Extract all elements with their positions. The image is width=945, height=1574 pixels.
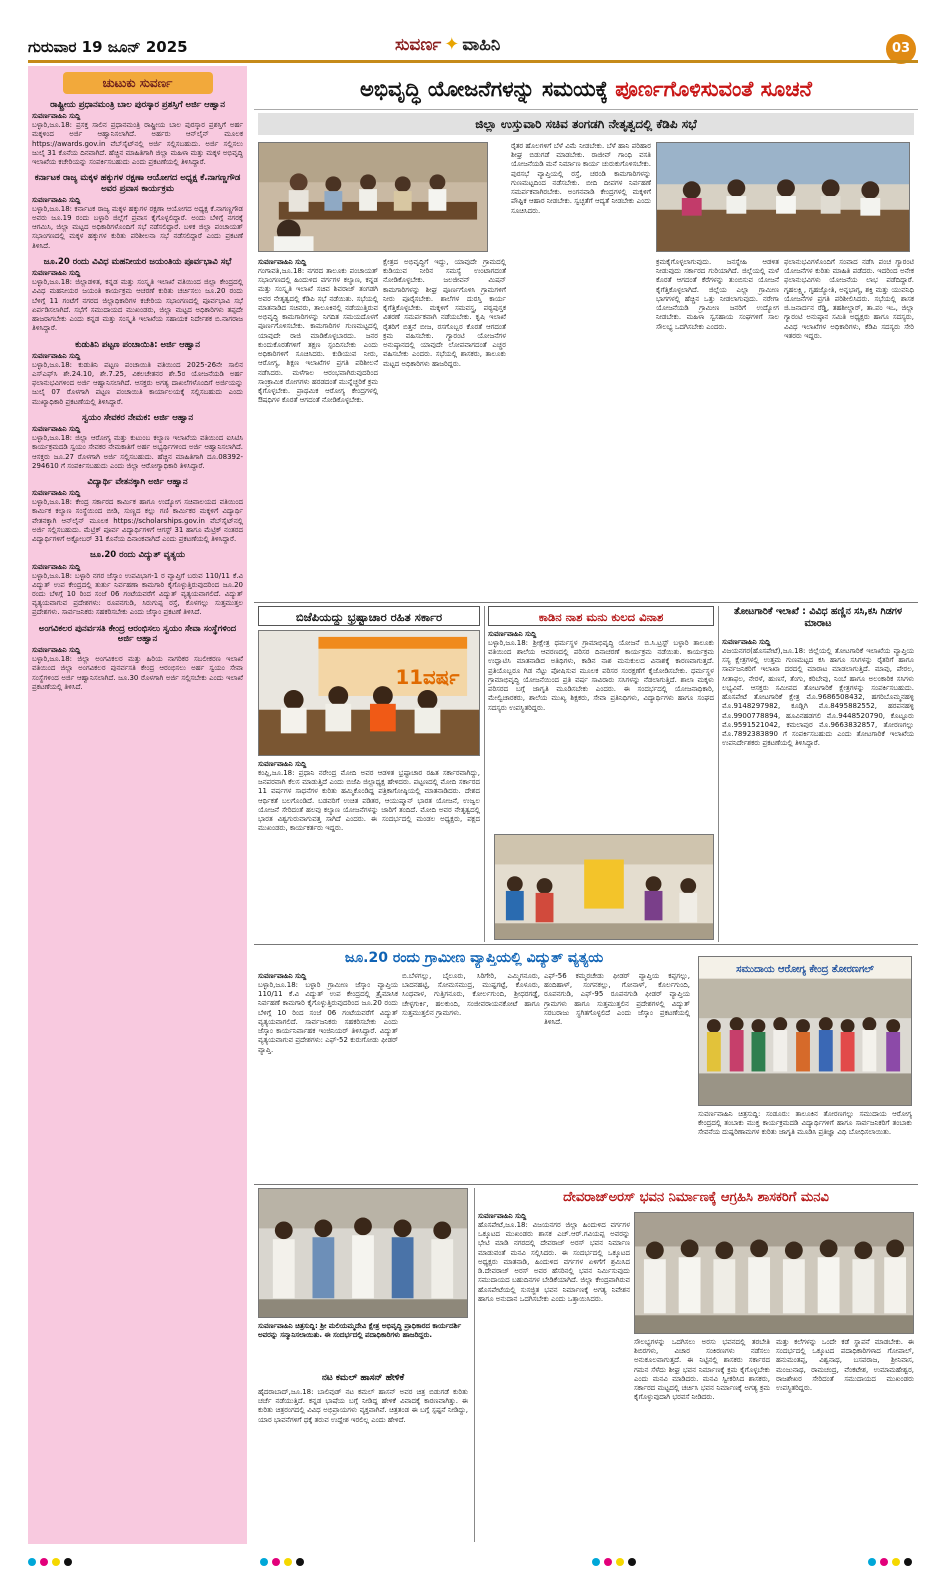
brief-item [32, 340, 243, 407]
print-registration-marks-right [868, 1558, 912, 1566]
power-outage-text-col3: ಎಫ್-56 ಕಮ್ಮರಚೇಡು ಫೀಡರ್ ವ್ಯಾಪ್ತಿಯ ಕಪ್ಪಗಲ್ಲು, ಹಂದಿಹಾಳ್, ಸಂಗನಕಲ್ಲು, ಗೋನಾಳ್, ಕೊರ್ಲಗುಂದಿ, ರೂಪನಗುಡಿ, ಎಫ್-95 ರೂಪನಗುಡಿ ಫೀಡರ್ ವ್ಯಾಪ್ತಿಯ ಗ್ರಾಮಗಳು ಹಾಗೂ ಸುತ್ತಮುತ್ತಲಿನ ಪ್ರದೇಶಗಳಲ್ಲಿ ವಿದ್ಯುತ್ ಸರಬರಾಜು ಸ್ಥಗಿತಗೊಳ್ಳಲಿದೆ ಎಂದು ಜೆಸ್ಕಾಂ ಪ್ರಕಟಣೆಯಲ್ಲಿ ತಿಳಿಸಿದೆ. [544, 972, 690, 1027]
power-outage-text-col2: ಬಿ.ಬೆಳಗಲ್ಲು, ಬೈಲೂರು, ಸಿರಿಗೇರಿ, ಎಮ್ಮಿಗನೂರು, ಬಾದನಹಟ್ಟಿ, ಸೋಮಸಮುದ್ರ, ಮುಷ್ಟಗಟ್ಟೆ, ಕೊಳೂರು, ಸಿಂಧವಾಳ, ಗುತ್ತಿಗನೂರು, ಕೋರ್ಲಗುಂದಿ, ಶ್ರೀಧರಗಡ್ಡೆ, ಚೇಳ್ಳಗುರ್ಕಿ, ಹಲಕುಂದಿ, ಸಂಜೀವರಾಯನಕೋಟೆ ಹಾಗೂ ಸುತ್ತಮುತ್ತಲಿನ ಗ್ರಾಮಗಳು. [402, 972, 540, 1017]
power-outage-title: ಜೂ.20 ರಂದು ಗ್ರಾಮೀಣ ವ್ಯಾಪ್ತಿಯಲ್ಲಿ ವಿದ್ಯುತ್ ವ್ಯತ್ಯಯ [344, 950, 604, 966]
brief-body: ಬಳ್ಳಾರಿ,ಜೂ.18: ಪ್ರಸಕ್ತ ಸಾಲಿನ ಪ್ರಧಾನಮಂತ್ರಿ ರಾಷ್ಟ್ರೀಯ ಬಾಲ ಪುರಸ್ಕಾರ ಪ್ರಶಸ್ತಿಗೆ ಅರ್ಹ ಮಕ್ಕಳಿಂದ ಅರ್ಜಿ ಆಹ್ವಾನಿಸಲಾಗಿದೆ. ಅರ್ಹರು ಆನ್‌ಲೈನ್ ಮೂಲಕ https://awards.gov.in ವೆಬ್‌ಸೈಟ್‌ನಲ್ಲಿ ಅರ್ಜಿ ಸಲ್ಲಿಸಬಹುದು. ಅರ್ಜಿ ಸಲ್ಲಿಸಲು ಜುಲೈ 31 ಕೊನೆಯ ದಿನವಾಗಿದೆ. ಹೆಚ್ಚಿನ ಮಾಹಿತಿಗಾಗಿ ಜಿಲ್ಲಾ ಮಹಿಳಾ ಮತ್ತು ಮಕ್ಕಳ ಅಭಿವೃದ್ಧಿ ಇಲಾಖೆಯ ಕಚೇರಿಯನ್ನು ಸಂಪರ್ಕಿಸಬಹುದು ಎಂದು ಪ್ರಕಟಣೆಯಲ್ಲಿ ತಿಳಿಸಿದ್ದಾರೆ. [32, 121, 243, 167]
brief-item [32, 257, 243, 334]
brief-title: ಸ್ವಯಂ ಸೇವಕರ ನೇಮಕ: ಅರ್ಜಿ ಆಹ್ವಾನ [81, 412, 194, 423]
film-story-text: ಹೈದರಾಬಾದ್,ಜೂ.18: ಬಾಲಿವುಡ್ ನಟ ಕಮಲ್ ಹಾಸನ್ ಅವರ ಚಿತ್ರ ಬಿಡುಗಡೆ ಕುರಿತು ಚರ್ಚೆ ನಡೆಯುತ್ತಿದೆ. ಕನ್ನಡ ಭಾಷೆಯ ಬಗ್ಗೆ ನೀಡಿದ್ದ ಹೇಳಿಕೆ ವಿವಾದಕ್ಕೆ ಕಾರಣವಾಗಿತ್ತು. ಈ ಕುರಿತು ಚಿತ್ರರಂಗದಲ್ಲಿ ವಿವಿಧ ಅಭಿಪ್ರಾಯಗಳು ವ್ಯಕ್ತವಾಗಿವೆ. ಚಿತ್ರತಂಡ ಈ ಬಗ್ಗೆ ಸ್ಪಷ್ಟನೆ ನೀಡಿದ್ದು, ಯಾರ ಭಾವನೆಗಳಿಗೆ ಧಕ್ಕೆ ತರುವ ಉದ್ದೇಶ ಇರಲಿಲ್ಲ ಎಂದು ಹೇಳಿದೆ. [258, 1388, 468, 1424]
power-outage-byline: ಸುವರ್ಣವಾಹಿನಿ ಸುದ್ದಿ [258, 972, 307, 980]
horticulture-story-title: ತೋಟಗಾರಿಕೆ ಇಲಾಖೆ : ವಿವಿಧ ಹಣ್ಣಿನ ಸಸಿ,ಕಸಿ ಗಿಡಗಳ ಮಾರಾಟ [733, 606, 903, 629]
devaraj-column-1 [478, 1212, 630, 1540]
brief-title: ವಿದ್ಯಾರ್ಥಿ ವೇತನಕ್ಕಾಗಿ ಅರ್ಜಿ ಆಹ್ವಾನ [87, 476, 188, 487]
brief-byline: ಸುವರ್ಣವಾಹಿನಿ ಸುದ್ದಿ [32, 351, 81, 360]
masthead-rule [28, 60, 918, 63]
brief-byline: ಸುವರ್ಣವಾಹಿನಿ ಸುದ್ದಿ [32, 112, 81, 121]
brief-byline: ಸುವರ್ಣವಾಹಿನಿ ಸುದ್ದಿ [32, 425, 81, 434]
lead-column-5 [784, 258, 914, 600]
forest-event-photo [494, 834, 714, 940]
print-registration-marks-mid-right [592, 1558, 636, 1566]
lead-photo-meeting [258, 142, 488, 252]
felicitation-caption: ಸುವರ್ಣವಾಹಿನಿ ಚಿತ್ರಸುದ್ದಿ: ಶ್ರೀ ಮಲಿಯಮ್ಮದೇವಿ ಕ್ಷೇತ್ರ ಅಭಿವೃದ್ಧಿ ಪ್ರಾಧಿಕಾರದ ಕಾರ್ಯದರ್ಶಿ ಅವರನ್ನು ಸನ್ಮಾನಿಸಲಾಯಿತು. ಈ ಸಂದರ್ಭದಲ್ಲಿ ಪದಾಧಿಕಾರಿಗಳು ಹಾಜರಿದ್ದರು. [258, 1322, 462, 1340]
devaraj-text-mid: ಸೌಲಭ್ಯಗಳನ್ನು ಒದಗಿಸಲು ಅರಸು ಭವನದಲ್ಲಿ ತರಬೇತಿ ಶಿಬಿರಗಳು, ವಿಚಾರ ಸಂಕಿರಣಗಳು ನಡೆಸಲು ಅನುಕೂಲವಾಗುತ್ತದೆ. ಈ ನಿಟ್ಟಿನಲ್ಲಿ ಶಾಸಕರು ಸರ್ಕಾರದ ಗಮನ ಸೆಳೆದು ಶೀಘ್ರ ಭವನ ನಿರ್ಮಾಣಕ್ಕೆ ಕ್ರಮ ಕೈಗೊಳ್ಳಬೇಕು ಎಂದು ಮನವಿ ಮಾಡಿದರು. ಮನವಿ ಸ್ವೀಕರಿಸಿದ ಶಾಸಕರು, ಸರ್ಕಾರದ ಮಟ್ಟದಲ್ಲಿ ಚರ್ಚಿಸಿ ಭವನ ನಿರ್ಮಾಣಕ್ಕೆ ಅಗತ್ಯ ಕ್ರಮ ಕೈಗೊಳ್ಳುವುದಾಗಿ ಭರವಸೆ ನೀಡಿದರು. [634, 1338, 770, 1402]
cyan-dot [260, 1558, 268, 1566]
cyan-dot [28, 1558, 36, 1566]
bjp-story-title: ಬಿಜೆಪಿಯದ್ದು ಭ್ರಷ್ಟಾಚಾರ ರಹಿತ ಸರ್ಕಾರ [258, 606, 480, 626]
horticulture-byline: ಸುವರ್ಣವಾಹಿನಿ ಸುದ್ದಿ [722, 638, 771, 646]
black-dot [64, 1558, 72, 1566]
lead-column-2 [383, 258, 506, 600]
magenta-dot [604, 1558, 612, 1566]
lead-text-col2: ಕ್ಷೇತ್ರದ ಅಭಿವೃದ್ಧಿಗೆ ಇದ್ದು, ಯಾವುದೇ ಗ್ರಾಮದಲ್ಲಿ ಕುಡಿಯುವ ನೀರಿನ ಸಮಸ್ಯೆ ಉಂಟಾಗದಂತೆ ನೋಡಿಕೊಳ್ಳಬೇಕು. ಜಲಜೀವನ್ ಮಿಷನ್ ಕಾಮಗಾರಿಗಳನ್ನು ಶೀಘ್ರ ಪೂರ್ಣಗೊಳಿಸಿ ಗ್ರಾಮಗಳಿಗೆ ನೀರು ಪೂರೈಸಬೇಕು. ಶಾಲೆಗಳ ದುರಸ್ತಿ ಕಾರ್ಯ ಕೈಗೆತ್ತಿಕೊಳ್ಳಬೇಕು. ಮಕ್ಕಳಿಗೆ ಸಮವಸ್ತ್ರ, ಪಠ್ಯಪುಸ್ತಕ ವಿತರಣೆ ಸಮರ್ಪಕವಾಗಿ ನಡೆಯಬೇಕು. ಕೃಷಿ ಇಲಾಖೆ ರೈತರಿಗೆ ಬಿತ್ತನೆ ಬೀಜ, ರಸಗೊಬ್ಬರ ಕೊರತೆ ಆಗದಂತೆ ಕ್ರಮ ವಹಿಸಬೇಕು. ಗ್ಯಾರಂಟಿ ಯೋಜನೆಗಳ ಅನುಷ್ಠಾನದಲ್ಲಿ ಯಾವುದೇ ಲೋಪವಾಗದಂತೆ ಎಚ್ಚರ ವಹಿಸಬೇಕು ಎಂದರು. ಸಭೆಯಲ್ಲಿ ಶಾಸಕರು, ತಾಲೂಕು ಮಟ್ಟದ ಅಧಿಕಾರಿಗಳು ಹಾಜರಿದ್ದರು. [383, 258, 506, 368]
devaraj-column-3 [776, 1338, 914, 1540]
lead-subhead: ಜಿಲ್ಲಾ ಉಸ್ತುವಾರಿ ಸಚಿವ ತಂಗಡಗಿ ನೇತೃತ್ವದಲ್ಲಿ ಕೆಡಿಪಿ ಸಭೆ [258, 113, 914, 135]
film-story-title: ನಟ ಕಮಲ್ ಹಾಸನ್ ಹೇಳಿಕೆ [321, 1373, 405, 1383]
devaraj-column-2 [634, 1338, 770, 1540]
yellow-dot [892, 1558, 900, 1566]
power-outage-column-1 [258, 972, 398, 1180]
logo-star-icon: ✦ [444, 34, 460, 55]
brief-item [32, 100, 243, 167]
logo-text-part2: ವಾಹಿನಿ [462, 34, 501, 55]
section-divider [254, 602, 918, 603]
briefs-sidebar [28, 66, 247, 1544]
print-registration-marks-left [28, 1558, 72, 1566]
power-outage-column-3 [544, 972, 690, 1180]
felicitation-photo [258, 1188, 468, 1318]
black-dot [296, 1558, 304, 1566]
brief-item [32, 413, 243, 471]
felicitation-caption-box [258, 1322, 468, 1366]
bjp-text: ಕಂಪ್ಲಿ,ಜೂ.18: ಪ್ರಧಾನಿ ನರೇಂದ್ರ ಮೋದಿ ಅವರ ಆಡಳಿತ ಭ್ರಷ್ಟಾಚಾರ ರಹಿತ ಸರ್ಕಾರವಾಗಿದ್ದು, ಜನಪರವಾಗಿ ಕೆಲಸ ಮಾಡುತ್ತಿದೆ ಎಂದು ಬಿಜೆಪಿ ಜಿಲ್ಲಾಧ್ಯಕ್ಷ ಹೇಳಿದರು. ಪಟ್ಟಣದಲ್ಲಿ ಮೋದಿ ಸರ್ಕಾರದ 11 ವರ್ಷಗಳ ಸಾಧನೆಗಳ ಕುರಿತು ಹಮ್ಮಿಕೊಂಡಿದ್ದ ಪತ್ರಿಕಾಗೋಷ್ಠಿಯಲ್ಲಿ ಮಾತನಾಡಿದರು. ದೇಶದ ಆರ್ಥಿಕತೆ ಬಲಗೊಂಡಿದೆ. ಬಡವರಿಗೆ ಉಚಿತ ಪಡಿತರ, ಆಯುಷ್ಮಾನ್ ಭಾರತ ಯೋಜನೆ, ಉಜ್ವಲ ಯೋಜನೆ ಸೇರಿದಂತೆ ಹಲವು ಕಲ್ಯಾಣ ಯೋಜನೆಗಳನ್ನು ಜಾರಿಗೆ ತಂದಿದೆ. ಮೋದಿ ಅವರ ನೇತೃತ್ವದಲ್ಲಿ ಭಾರತ ವಿಶ್ವಗುರುವಾಗುವತ್ತ ಸಾಗಿದೆ ಎಂದರು. ಈ ಸಂದರ್ಭದಲ್ಲಿ ಮಂಡಲ ಅಧ್ಯಕ್ಷರು, ಪಕ್ಷದ ಮುಖಂಡರು, ಕಾರ್ಯಕರ್ತರು ಇದ್ದರು. [258, 769, 480, 833]
horticulture-story-body [722, 638, 914, 940]
bjp-press-photo [258, 630, 480, 756]
brief-title: ಜೂ.20 ರಂದು ವಿವಿಧ ಮಹನೀಯರ ಜಯಂತಿಯ ಪೂರ್ವಭಾವಿ ಸಭೆ [43, 256, 232, 267]
lead-text-col3: ರೈತರ ಹೊಲಗಳಿಗೆ ಬೆಳೆ ವಿಮೆ ನೀಡಬೇಕು. ಬೆಳೆ ಹಾನಿ ಪರಿಹಾರ ಶೀಘ್ರ ಬಿಡುಗಡೆ ಮಾಡಬೇಕು. ರಾಜೀವ್ ಗಾಂಧಿ ವಸತಿ ಯೋಜನೆಯಡಿ ಮನೆ ನಿರ್ಮಾಣ ಕಾರ್ಯ ಚುರುಕುಗೊಳಿಸಬೇಕು. ಪುರಸಭೆ ವ್ಯಾಪ್ತಿಯಲ್ಲಿ ರಸ್ತೆ, ಚರಂಡಿ ಕಾಮಗಾರಿಗಳನ್ನು ಗುಣಮಟ್ಟದಿಂದ ನಡೆಸಬೇಕು. ಬೀದಿ ದೀಪಗಳ ನಿರ್ವಹಣೆ ಸಮರ್ಪಕವಾಗಿರಬೇಕು. ಅಂಗನವಾಡಿ ಕೇಂದ್ರಗಳಲ್ಲಿ ಮಕ್ಕಳಿಗೆ ಪೌಷ್ಟಿಕ ಆಹಾರ ನೀಡಬೇಕು. ಸ್ವಚ್ಛತೆಗೆ ಆದ್ಯತೆ ನೀಡಬೇಕು ಎಂದು ಸೂಚಿಸಿದರು. [511, 142, 651, 215]
section-divider [254, 1184, 918, 1185]
yellow-dot [616, 1558, 624, 1566]
brief-title: ಜೂ.20 ರಂದು ವಿದ್ಯುತ್ ವ್ಯತ್ಯಯ [89, 550, 186, 561]
health-centre-photo [698, 956, 912, 1106]
forest-story-title: ಕಾಡಿನ ನಾಶ ಮನು ಕುಲದ ವಿನಾಶ [488, 606, 714, 626]
lead-byline: ಸುವರ್ಣವಾಹಿನಿ ಸುದ್ದಿ [258, 258, 307, 266]
devaraj-text-left: ಹೊಸಪೇಟೆ,ಜೂ.18: ವಿಜಯನಗರ ಜಿಲ್ಲಾ ಹಿಂದುಳಿದ ವರ್ಗಗಳ ಒಕ್ಕೂಟದ ಮುಖಂಡರು ಶಾಸಕ ಎಚ್.ಆರ್.ಗವಿಯಪ್ಪ ಅವರನ್ನು ಭೇಟಿ ಮಾಡಿ ನಗರದಲ್ಲಿ ದೇವರಾಜ್ ಅರಸ್ ಭವನ ನಿರ್ಮಾಣ ಮಾಡುವಂತೆ ಮನವಿ ಸಲ್ಲಿಸಿದರು. ಈ ಸಂದರ್ಭದಲ್ಲಿ ಒಕ್ಕೂಟದ ಅಧ್ಯಕ್ಷರು ಮಾತನಾಡಿ, ಹಿಂದುಳಿದ ವರ್ಗಗಳ ಏಳಿಗೆಗೆ ಶ್ರಮಿಸಿದ ಡಿ.ದೇವರಾಜ್ ಅರಸ್ ಅವರ ಹೆಸರಿನಲ್ಲಿ ಭವನ ನಿರ್ಮಿಸುವುದು ಸಮುದಾಯದ ಬಹುದಿನಗಳ ಬೇಡಿಕೆಯಾಗಿದೆ. ಜಿಲ್ಲಾ ಕೇಂದ್ರವಾಗಿರುವ ಹೊಸಪೇಟೆಯಲ್ಲಿ ಸುಸಜ್ಜಿತ ಭವನ ನಿರ್ಮಾಣಕ್ಕೆ ಅಗತ್ಯ ನಿವೇಶನ ಹಾಗೂ ಅನುದಾನ ಒದಗಿಸಬೇಕು ಎಂದು ಒತ್ತಾಯಿಸಿದರು. [478, 1221, 630, 1303]
forest-text: ಬಳ್ಳಾರಿ,ಜೂ.18: ಶ್ರೀಕ್ಷೇತ್ರ ಧರ್ಮಸ್ಥಳ ಗ್ರಾಮಾಭಿವೃದ್ಧಿ ಯೋಜನೆ ಬಿ.ಸಿ.ಟ್ರಸ್ಟ್ ಬಳ್ಳಾರಿ ತಾಲೂಕು ವತಿಯಿಂದ ಶಾಲೆಯ ಆವರಣದಲ್ಲಿ ಪರಿಸರ ದಿನಾಚರಣೆ ಕಾರ್ಯಕ್ರಮ ನಡೆಯಿತು. ಕಾರ್ಯಕ್ರಮ ಉದ್ಘಾಟಿಸಿ ಮಾತನಾಡಿದ ಅತಿಥಿಗಳು, ಕಾಡಿನ ನಾಶ ಮನುಕುಲದ ವಿನಾಶಕ್ಕೆ ಕಾರಣವಾಗುತ್ತದೆ. ಪ್ರತಿಯೊಬ್ಬರೂ ಗಿಡ ನೆಟ್ಟು ಪೋಷಿಸುವ ಮೂಲಕ ಪರಿಸರ ಸಂರಕ್ಷಣೆಗೆ ಕೈಜೋಡಿಸಬೇಕು. ಧರ್ಮಸ್ಥಳ ಗ್ರಾಮಾಭಿವೃದ್ಧಿ ಯೋಜನೆಯಿಂದ ಪ್ರತಿ ವರ್ಷ ಸಾವಿರಾರು ಸಸಿಗಳನ್ನು ನೆಡಲಾಗುತ್ತಿದೆ. ಶಾಲಾ ಮಕ್ಕಳು ಪರಿಸರದ ಬಗ್ಗೆ ಜಾಗೃತಿ ಮೂಡಿಸಬೇಕು ಎಂದರು. ಈ ಸಂದರ್ಭದಲ್ಲಿ ಯೋಜನಾಧಿಕಾರಿ, ಮೇಲ್ವಿಚಾರಕರು, ಶಾಲೆಯ ಮುಖ್ಯ ಶಿಕ್ಷಕರು, ಸೇವಾ ಪ್ರತಿನಿಧಿಗಳು, ವಿದ್ಯಾರ್ಥಿಗಳು ಹಾಗೂ ಸಂಘದ ಸದಸ್ಯರು ಉಪಸ್ಥಿತರಿದ್ದರು. [488, 639, 714, 712]
bjp-byline: ಸುವರ್ಣವಾಹಿನಿ ಸುದ್ದಿ [258, 760, 307, 768]
brief-body: ಬಳ್ಳಾರಿ,ಜೂ.18: ಜಿಲ್ಲಾಡಳಿತ, ಕನ್ನಡ ಮತ್ತು ಸಂಸ್ಕೃತಿ ಇಲಾಖೆ ವತಿಯಿಂದ ಜಿಲ್ಲಾ ಕೇಂದ್ರದಲ್ಲಿ ವಿವಿಧ ಮಹನೀಯರ ಜಯಂತಿ ಕಾರ್ಯಕ್ರಮ ಆಚರಣೆ ಕುರಿತು ಚರ್ಚಿಸಲು ಜೂ.20 ರಂದು ಬೆಳಿಗ್ಗೆ 11 ಗಂಟೆಗೆ ನಗರದ ಜಿಲ್ಲಾಧಿಕಾರಿಗಳ ಕಚೇರಿಯ ಸಭಾಂಗಣದಲ್ಲಿ ಪೂರ್ವಭಾವಿ ಸಭೆ ಏರ್ಪಡಿಸಲಾಗಿದೆ. ಸಭೆಗೆ ಸಮುದಾಯದ ಮುಖಂಡರು, ಜಿಲ್ಲಾ ಮಟ್ಟದ ಅಧಿಕಾರಿಗಳು ತಪ್ಪದೇ ಹಾಜರಾಗಬೇಕು ಎಂದು ಕನ್ನಡ ಮತ್ತು ಸಂಸ್ಕೃತಿ ಇಲಾಖೆಯ ಸಹಾಯಕ ನಿರ್ದೇಶಕ ಬಿ.ನಾಗರಾಜ ತಿಳಿಸಿದ್ದಾರೆ. [32, 278, 243, 333]
devaraj-story-title: ದೇವರಾಜ್‌ಅರಸ್ ಭವನ ನಿರ್ಮಾಣಕ್ಕೆ ಆಗ್ರಹಿಸಿ ಶಾಸಕರಿಗೆ ಮನವಿ [563, 1190, 829, 1205]
print-registration-marks-mid-left [260, 1558, 304, 1566]
column-rule [718, 606, 719, 942]
film-story-body [258, 1388, 468, 1540]
cyan-dot [592, 1558, 600, 1566]
lead-text-col5: ಫಲಾನುಭವಿಗಳೊಂದಿಗೆ ಸಂವಾದ ನಡೆಸಿ ಪಂಚ ಗ್ಯಾರಂಟಿ ಯೋಜನೆಗಳ ಕುರಿತು ಮಾಹಿತಿ ಪಡೆದರು. ಇದರಿಂದ ಅನೇಕ ಫಲಾನುಭವಿಗಳು ಯೋಜನೆಯ ಲಾಭ ಪಡೆದಿದ್ದಾರೆ. ಗೃಹಲಕ್ಷ್ಮಿ, ಗೃಹಜ್ಯೋತಿ, ಅನ್ನಭಾಗ್ಯ, ಶಕ್ತಿ ಮತ್ತು ಯುವನಿಧಿ ಯೋಜನೆಗಳ ಪ್ರಗತಿ ಪರಿಶೀಲಿಸಿದರು. ಸಭೆಯಲ್ಲಿ ಶಾಸಕ ಜಿ.ಜನಾರ್ದನ ರೆಡ್ಡಿ, ತಹಶೀಲ್ದಾರ್, ತಾ.ಪಂ ಇಒ, ಜಿಲ್ಲಾ ಗ್ಯಾರಂಟಿ ಅನುಷ್ಠಾನ ಸಮಿತಿ ಅಧ್ಯಕ್ಷರು ಹಾಗೂ ಸದಸ್ಯರು, ವಿವಿಧ ಇಲಾಖೆಗಳ ಅಧಿಕಾರಿಗಳು, ಕೆಡಿಪಿ ಸದಸ್ಯರು ಸೇರಿ ಇತರರು ಇದ್ದರು. [784, 258, 914, 340]
logo-text-part1: ಸುವರ್ಣ [395, 34, 442, 55]
devaraj-text-right: ಮತ್ತು ಕಲೆಗಳನ್ನು ಒಂದೇ ಕಡೆ ಸ್ಥಾಪನೆ ಮಾಡಬೇಕು. ಈ ಸಂದರ್ಭದಲ್ಲಿ ಒಕ್ಕೂಟದ ಪದಾಧಿಕಾರಿಗಳಾದ ಗೋಪಾಲ್, ಹನುಮಂತಪ್ಪ, ವಿಶ್ವನಾಥ, ಬಸವರಾಜ, ಶ್ರೀನಿವಾಸ, ಮಂಜುನಾಥ, ರಾಮಚಂದ್ರ, ವೆಂಕಟೇಶ, ಉಮಾಮಹೇಶ್ವರ, ರಾಜಶೇಖರ ಸೇರಿದಂತೆ ಸಮುದಾಯದ ಮುಖಂಡರು ಉಪಸ್ಥಿತರಿದ್ದರು. [776, 1338, 914, 1393]
health-centre-caption: ಸುವರ್ಣವಾಹಿನಿ ಚಿತ್ರಸುದ್ದಿ: ಸಂಡೂರು: ತಾಲೂಕಿನ ತೋರಣಗಲ್ಲು ಸಮುದಾಯ ಆರೋಗ್ಯ ಕೇಂದ್ರದಲ್ಲಿ ತಂಬಾಕು ಮುಕ್ತ ಕಾರ್ಯಕ್ರಮದಡಿ ವಿದ್ಯಾರ್ಥಿಗಳಿಗೆ ಹಾಗೂ ಸಾರ್ವಜನಿಕರಿಗೆ ತಂಬಾಕು ಸೇವನೆಯ ದುಷ್ಪರಿಣಾಮಗಳ ಕುರಿತು ಜಾಗೃತಿ ಮೂಡಿಸಿ ಪ್ರತಿಜ್ಞಾ ವಿಧಿ ಬೋಧಿಸಲಾಯಿತು. [698, 1110, 912, 1137]
magenta-dot [40, 1558, 48, 1566]
column-rule [474, 1188, 475, 1542]
brief-body: ಬಳ್ಳಾರಿ,ಜೂ.18: ಜಿಲ್ಲಾ ಅಂಗವಿಕಲರ ಮತ್ತು ಹಿರಿಯ ನಾಗರಿಕರ ಸಬಲೀಕರಣ ಇಲಾಖೆ ವತಿಯಿಂದ ಜಿಲ್ಲಾ ಅಂಗವಿಕಲರ ಪುನರ್ವಸತಿ ಕೇಂದ್ರ ಆರಂಭಿಸಲು ಅರ್ಹ ಸ್ವಯಂ ಸೇವಾ ಸಂಸ್ಥೆಗಳಿಂದ ಅರ್ಜಿ ಆಹ್ವಾನಿಸಲಾಗಿದೆ. ಜೂ.30 ರೊಳಗಾಗಿ ಅರ್ಜಿ ಸಲ್ಲಿಸಬೇಕು ಎಂದು ಇಲಾಖೆ ಪ್ರಕಟಣೆಯಲ್ಲಿ ತಿಳಿಸಿದೆ. [32, 655, 243, 691]
lead-text-col4: ಕ್ರಮಕೈಗೊಳ್ಳಲಾಗುವುದು. ಜನಸ್ನೇಹಿ ಆಡಳಿತ ನೀಡುವುದು ಸರ್ಕಾರದ ಗುರಿಯಾಗಿದೆ. ಜಿಲ್ಲೆಯಲ್ಲಿ ಮಳೆ ಕೊರತೆ ಆಗದಂತೆ ಕೆರೆಗಳನ್ನು ತುಂಬಿಸುವ ಯೋಜನೆ ಕೈಗೆತ್ತಿಕೊಳ್ಳಲಾಗಿದೆ. ಜಿಲ್ಲೆಯ ಎಲ್ಲಾ ಗ್ರಾಮೀಣ ಭಾಗಗಳಲ್ಲಿ ಹೆಚ್ಚಿನ ಒತ್ತು ನೀಡಲಾಗುವುದು. ನರೇಗಾ ಯೋಜನೆಯಡಿ ಗ್ರಾಮೀಣ ಜನರಿಗೆ ಉದ್ಯೋಗ ನೀಡಬೇಕು. ಮಹಿಳಾ ಸ್ವಸಹಾಯ ಸಂಘಗಳಿಗೆ ಸಾಲ ಸೌಲಭ್ಯ ಒದಗಿಸಬೇಕು ಎಂದರು. [656, 258, 779, 331]
lead-column-4 [656, 258, 779, 600]
brief-byline: ಸುವರ್ಣವಾಹಿನಿ ಸುದ್ದಿ [32, 489, 81, 498]
devaraj-byline: ಸುವರ್ಣವಾಹಿನಿ ಸುದ್ದಿ [478, 1212, 527, 1220]
brief-title: ರಾಷ್ಟ್ರೀಯ ಪ್ರಧಾನಮಂತ್ರಿ ಬಾಲ ಪುರಸ್ಕಾರ ಪ್ರಶಸ್ತಿಗೆ ಅರ್ಜಿ ಆಹ್ವಾನ [50, 100, 225, 110]
lead-headline [254, 68, 918, 110]
yellow-dot [284, 1558, 292, 1566]
black-dot [904, 1558, 912, 1566]
brief-item [32, 477, 243, 544]
lead-headline-red: ಪೂರ್ಣಗೊಳಿಸುವಂತೆ ಸೂಚನೆ [615, 77, 812, 101]
brief-body: ಬಳ್ಳಾರಿ,ಜೂ.18: ಜಿಲ್ಲಾ ಆರೋಗ್ಯ ಮತ್ತು ಕುಟುಂಬ ಕಲ್ಯಾಣ ಇಲಾಖೆಯ ವತಿಯಿಂದ ಐಸಿಟಿಸಿ ಕಾರ್ಯಕ್ರಮದಡಿ ಸ್ವಯಂ ಸೇವಕರ ನೇಮಕಾತಿಗೆ ಅರ್ಹ ಅಭ್ಯರ್ಥಿಗಳಿಂದ ಅರ್ಜಿ ಆಹ್ವಾನಿಸಲಾಗಿದೆ. ಆಸಕ್ತರು ಜೂ.27 ರೊಳಗಾಗಿ ಅರ್ಜಿ ಸಲ್ಲಿಸಬಹುದು. ಹೆಚ್ಚಿನ ಮಾಹಿತಿಗಾಗಿ ದೂ.08392-294610 ಗೆ ಸಂಪರ್ಕಿಸಬಹುದು ಎಂದು ಜಿಲ್ಲಾ ಆರೋಗ್ಯಾಧಿಕಾರಿ ತಿಳಿಸಿದ್ದಾರೆ. [32, 434, 243, 470]
brief-byline: ಸುವರ್ಣವಾಹಿನಿ ಸುದ್ದಿ [32, 562, 81, 571]
bjp-story-body [258, 760, 480, 940]
forest-story-body [488, 630, 714, 830]
power-outage-column-2 [402, 972, 540, 1180]
power-outage-text-col1: ಬಳ್ಳಾರಿ,ಜೂ.18: ಬಳ್ಳಾರಿ ಗ್ರಾಮೀಣ ಜೆಸ್ಕಾಂ ವ್ಯಾಪ್ತಿಯ 110/11 ಕೆ.ವಿ ವಿದ್ಯುತ್ ಉಪ ಕೇಂದ್ರದಲ್ಲಿ ತ್ರೈಮಾಸಿಕ ನಿರ್ವಹಣೆ ಕಾಮಗಾರಿ ಕೈಗೊಳ್ಳುತ್ತಿರುವುದರಿಂದ ಜೂ.20 ರಂದು ಬೆಳಿಗ್ಗೆ 10 ರಿಂದ ಸಂಜೆ 06 ಗಂಟೆಯವರೆಗೆ ವಿದ್ಯುತ್ ವ್ಯತ್ಯಯವಾಗಲಿದೆ. ಸಾರ್ವಜನಿಕರು ಸಹಕರಿಸಬೇಕು ಎಂದು ಜೆಸ್ಕಾಂ ಕಾರ್ಯನಿರ್ವಾಹಕ ಇಂಜಿನಿಯರ್ ತಿಳಿಸಿದ್ದಾರೆ. ವಿದ್ಯುತ್ ವ್ಯತ್ಯಯವಾಗುವ ಪ್ರದೇಶಗಳು: ಎಫ್-52 ಕುರುಗೋಡು ಫೀಡರ್ ವ್ಯಾಪ್ತಿ. [258, 981, 398, 1054]
bjp-banner-text: 11ವರ್ಷ [395, 666, 460, 690]
masthead [0, 0, 945, 62]
newspaper-logo [395, 34, 500, 55]
lead-column-3 [511, 142, 651, 600]
black-dot [628, 1558, 636, 1566]
brief-byline: ಸುವರ್ಣವಾಹಿನಿ ಸುದ್ದಿ [32, 269, 81, 278]
brief-item [32, 173, 243, 251]
magenta-dot [880, 1558, 888, 1566]
yellow-dot [52, 1558, 60, 1566]
column-rule [484, 606, 485, 942]
lead-text-col1: ಗಂಗಾವತಿ,ಜೂ.18: ನಗರದ ತಾಲೂಕು ಪಂಚಾಯತ್ ಸಭಾಂಗಣದಲ್ಲಿ ಹಿಂದುಳಿದ ವರ್ಗಗಳ ಕಲ್ಯಾಣ, ಕನ್ನಡ ಮತ್ತು ಸಂಸ್ಕೃತಿ ಇಲಾಖೆ ಸಚಿವ ಶಿವರಾಜ್ ತಂಗಡಗಿ ಅವರ ನೇತೃತ್ವದಲ್ಲಿ ಕೆಡಿಪಿ ಸಭೆ ನಡೆಯಿತು. ಸಭೆಯಲ್ಲಿ ಮಾತನಾಡಿದ ಸಚಿವರು, ತಾಲೂಕಿನಲ್ಲಿ ನಡೆಯುತ್ತಿರುವ ಅಭಿವೃದ್ಧಿ ಕಾಮಗಾರಿಗಳನ್ನು ನಿಗದಿತ ಸಮಯದೊಳಗೆ ಪೂರ್ಣಗೊಳಿಸಬೇಕು. ಕಾಮಗಾರಿಗಳ ಗುಣಮಟ್ಟದಲ್ಲಿ ಯಾವುದೇ ರಾಜಿ ಮಾಡಿಕೊಳ್ಳಬಾರದು. ಜನರ ಕುಂದುಕೊರತೆಗಳಿಗೆ ತಕ್ಷಣ ಸ್ಪಂದಿಸಬೇಕು ಎಂದು ಅಧಿಕಾರಿಗಳಿಗೆ ಸೂಚಿಸಿದರು. ಕುಡಿಯುವ ನೀರು, ಆರೋಗ್ಯ, ಶಿಕ್ಷಣ ಇಲಾಖೆಗಳ ಪ್ರಗತಿ ಪರಿಶೀಲನೆ ನಡೆಸಿದರು. ಮಳೆಗಾಲ ಆರಂಭವಾಗಿರುವುದರಿಂದ ಸಾಂಕ್ರಾಮಿಕ ರೋಗಗಳು ಹರಡದಂತೆ ಮುನ್ನೆಚ್ಚರಿಕೆ ಕ್ರಮ ಕೈಗೊಳ್ಳಬೇಕು. ಪ್ರಾಥಮಿಕ ಆರೋಗ್ಯ ಕೇಂದ್ರಗಳಲ್ಲಿ ಔಷಧಿಗಳ ಕೊರತೆ ಆಗದಂತೆ ನೋಡಿಕೊಳ್ಳಬೇಕು. [258, 267, 378, 405]
brief-title: ಕುಡುತಿನಿ ಪಟ್ಟಣ ಪಂಚಾಯಿತಿ: ಅರ್ಜಿ ಆಹ್ವಾನ [75, 339, 200, 350]
lead-photo-dais [656, 142, 910, 252]
page-number: 03 [886, 34, 916, 64]
sidebar-heading: ಚುಟುಕು ಸುವರ್ಣ [63, 72, 213, 94]
brief-body: ಬಳ್ಳಾರಿ,ಜೂ.18: ಬಳ್ಳಾರಿ ನಗರ ಜೆಸ್ಕಾಂ ಉಪವಿಭಾಗ-1 ರ ವ್ಯಾಪ್ತಿಗೆ ಬರುವ 110/11 ಕೆ.ವಿ ವಿದ್ಯುತ್ ಉಪ ಕೇಂದ್ರದಲ್ಲಿ ತುರ್ತು ನಿರ್ವಹಣಾ ಕಾಮಗಾರಿ ಕೈಗೊಳ್ಳುತ್ತಿರುವುದರಿಂದ ಜೂ.20 ರಂದು ಬೆಳಿಗ್ಗೆ 10 ರಿಂದ ಸಂಜೆ 06 ಗಂಟೆಯವರೆಗೆ ವಿದ್ಯುತ್ ವ್ಯತ್ಯಯವಾಗಲಿದೆ. ವಿದ್ಯುತ್ ವ್ಯತ್ಯಯವಾಗುವ ಪ್ರದೇಶಗಳು: ರೂಪನಗುಡಿ, ಸಿರುಗುಪ್ಪ ರಸ್ತೆ, ಕೊಳಗಲ್ಲು ಸುತ್ತಮುತ್ತಲ ಪ್ರದೇಶಗಳು. ಸಾರ್ವಜನಿಕರು ಸಹಕರಿಸಬೇಕು ಎಂದು ಜೆಸ್ಕಾಂ ಪ್ರಕಟಣೆ ತಿಳಿಸಿದೆ. [32, 571, 243, 617]
magenta-dot [272, 1558, 280, 1566]
devaraj-memorandum-photo [634, 1212, 914, 1334]
brief-title: ಅಂಗವಿಕಲರ ಪುನರ್ವಸತಿ ಕೇಂದ್ರ ಆರಂಭಿಸಲು ಸ್ವಯಂ ಸೇವಾ ಸಂಸ್ಥೆಗಳಿಂದ ಅರ್ಜಿ ಆಹ್ವಾನ [38, 623, 237, 644]
brief-body: ಬಳ್ಳಾರಿ,ಜೂ.18: ಕುಡುತಿನಿ ಪಟ್ಟಣ ಪಂಚಾಯಿತಿ ವತಿಯಿಂದ 2025-26ನೇ ಸಾಲಿನ ಎಸ್‌ಎಫ್‌ಸಿ ಶೇ.24.10, ಶೇ.7.25, ವಿಕಲಚೇತನರ ಶೇ.5ರ ಯೋಜನೆಯಡಿ ಅರ್ಹ ಫಲಾನುಭವಿಗಳಿಂದ ಅರ್ಜಿ ಆಹ್ವಾನಿಸಲಾಗಿದೆ. ಆಸಕ್ತರು ಅಗತ್ಯ ದಾಖಲೆಗಳೊಂದಿಗೆ ಅರ್ಜಿಯನ್ನು ಜುಲೈ 07 ರೊಳಗಾಗಿ ಪಟ್ಟಣ ಪಂಚಾಯಿತಿ ಕಾರ್ಯಾಲಯಕ್ಕೆ ಸಲ್ಲಿಸಬಹುದು ಎಂದು ಮುಖ್ಯಾಧಿಕಾರಿ ಪ್ರಕಟಣೆಯಲ್ಲಿ ತಿಳಿಸಿದ್ದಾರೆ. [32, 360, 243, 406]
brief-byline: ಸುವರ್ಣವಾಹಿನಿ ಸುದ್ದಿ [32, 646, 81, 655]
section-divider [254, 944, 918, 945]
brief-title: ಕರ್ನಾಟಕ ರಾಜ್ಯ ಮಕ್ಕಳ ಹಕ್ಕುಗಳ ರಕ್ಷಣಾ ಆಯೋಗದ ಅಧ್ಯಕ್ಷ ಕೆ.ನಾಗಣ್ಣಗೌಡ ಅವರ ಪ್ರವಾಸ ಕಾರ್ಯಕ್ರಮ [34, 173, 241, 194]
cyan-dot [868, 1558, 876, 1566]
brief-body: ಬಳ್ಳಾರಿ,ಜೂ.18: ಕರ್ನಾಟಕ ರಾಜ್ಯ ಮಕ್ಕಳ ಹಕ್ಕುಗಳ ರಕ್ಷಣಾ ಆಯೋಗದ ಅಧ್ಯಕ್ಷ ಕೆ.ನಾಗಣ್ಣಗೌಡ ಅವರು ಜೂ.19 ರಂದು ಬಳ್ಳಾರಿ ಜಿಲ್ಲೆಗೆ ಪ್ರವಾಸ ಕೈಗೊಳ್ಳಲಿದ್ದಾರೆ. ಅಂದು ಬೆಳಿಗ್ಗೆ ನಗರಕ್ಕೆ ಆಗಮಿಸಿ, ಜಿಲ್ಲಾ ಮಟ್ಟದ ಅಧಿಕಾರಿಗಳೊಂದಿಗೆ ಸಭೆ ನಡೆಸಲಿದ್ದಾರೆ. ಬಳಿಕ ಜಿಲ್ಲಾ ಪಂಚಾಯತ್ ಸಭಾಂಗಣದಲ್ಲಿ ಮಕ್ಕಳ ಹಕ್ಕುಗಳ ಕುರಿತು ಪರಿಶೀಲನಾ ಸಭೆ ನಡೆಸಲಿದ್ದಾರೆ ಎಂದು ಪ್ರಕಟಣೆ ತಿಳಿಸಿದೆ. [32, 204, 243, 250]
health-centre-caption-box [698, 1110, 912, 1180]
issue-date: ಗುರುವಾರ 19 ಜೂನ್ 2025 [28, 38, 188, 56]
lead-column-1 [258, 258, 378, 600]
brief-item [32, 550, 243, 617]
forest-byline: ಸುವರ್ಣವಾಹಿನಿ ಸುದ್ದಿ [488, 630, 537, 638]
horticulture-text: ವಿಜಯನಗರ(ಹೊಸಪೇಟೆ),ಜೂ.18: ಜಿಲ್ಲೆಯಲ್ಲಿ ತೋಟಗಾರಿಕೆ ಇಲಾಖೆಯ ವ್ಯಾಪ್ತಿಯ ಸಸ್ಯ ಕ್ಷೇತ್ರಗಳಲ್ಲಿ ಉತ್ತಮ ಗುಣಮಟ್ಟದ ಕಸಿ ಹಾಗೂ ಸಸಿಗಳನ್ನು ರೈತರಿಗೆ ಹಾಗೂ ಸಾರ್ವಜನಿಕರಿಗೆ ಇಲಾಖಾ ದರದಲ್ಲಿ ಮಾರಾಟ ಮಾಡಲಾಗುತ್ತಿದೆ. ಮಾವು, ಪೇರಲ, ಸೀತಾಫಲ, ನೇರಳೆ, ಹುಣಸೆ, ತೆಂಗು, ಕರಿಬೇವು, ನಿಂಬೆ ಹಾಗೂ ಅಲಂಕಾರಿಕ ಸಸಿಗಳು ಲಭ್ಯವಿವೆ. ಆಸಕ್ತರು ಸಮೀಪದ ತೋಟಗಾರಿಕೆ ಕ್ಷೇತ್ರಗಳನ್ನು ಸಂಪರ್ಕಿಸಬಹುದು. ಹೊಸಪೇಟೆ ತೋಟಗಾರಿಕೆ ಕ್ಷೇತ್ರ ಮೊ.9686508432, ಹಗರಿಬೊಮ್ಮನಹಳ್ಳಿ ಮೊ.9148297982, ಕೂಡ್ಲಿಗಿ ಮೊ.8495882552, ಹರಪನಹಳ್ಳಿ ಮೊ.9900778894, ಹೂವಿನಹಡಗಲಿ ಮೊ.9448520790, ಕೊಟ್ಟೂರು ಮೊ.9591521042, ಕಮಲಾಪುರ ಮೊ.9663832857, ತೋರಣಗಲ್ಲು ಮೊ.7892383890 ಗೆ ಸಂಪರ್ಕಿಸಬಹುದು ಎಂದು ತೋಟಗಾರಿಕೆ ಇಲಾಖೆಯ ಉಪನಿರ್ದೇಶಕರು ಪ್ರಕಟಣೆಯಲ್ಲಿ ತಿಳಿಸಿದ್ದಾರೆ. [722, 647, 914, 748]
lead-headline-black: ಅಭಿವೃದ್ಧಿ ಯೋಜನೆಗಳನ್ನು ಸಮಯಕ್ಕೆ [360, 77, 608, 101]
brief-item [32, 624, 243, 692]
brief-byline: ಸುವರ್ಣವಾಹಿನಿ ಸುದ್ದಿ [32, 195, 81, 204]
brief-body: ಬಳ್ಳಾರಿ,ಜೂ.18: ಕೇಂದ್ರ ಸರ್ಕಾರದ ಕಾರ್ಮಿಕ ಹಾಗೂ ಉದ್ಯೋಗ ಸಚಿವಾಲಯದ ವತಿಯಿಂದ ಕಾರ್ಮಿಕ ಕಲ್ಯಾಣ ಸಂಸ್ಥೆಯಿಂದ ಬೀಡಿ, ಸುಣ್ಣದ ಕಲ್ಲು ಗಣಿ ಕಾರ್ಮಿಕರ ಮಕ್ಕಳಿಗೆ ವಿದ್ಯಾರ್ಥಿ ವೇತನಕ್ಕಾಗಿ ಆನ್‌ಲೈನ್ ಮೂಲಕ https://scholarships.gov.in ವೆಬ್‌ಸೈಟ್‌ನಲ್ಲಿ ಅರ್ಜಿ ಸಲ್ಲಿಸಬಹುದು. ಮೆಟ್ರಿಕ್ ಪೂರ್ವ ವಿದ್ಯಾರ್ಥಿಗಳಿಗೆ ಆಗಸ್ಟ್ 31 ಹಾಗೂ ಮೆಟ್ರಿಕ್ ನಂತರದ ವಿದ್ಯಾರ್ಥಿಗಳಿಗೆ ಅಕ್ಟೋಬರ್ 31 ಕೊನೆಯ ದಿನಾಂಕವಾಗಿದೆ ಎಂದು ಪ್ರಕಟಣೆಯಲ್ಲಿ ತಿಳಿಸಿದ್ದಾರೆ. [32, 498, 243, 544]
health-centre-banner: ಸಮುದಾಯ ಆರೋಗ್ಯ ಕೇಂದ್ರ ತೋರಣಗಲ್ [736, 963, 874, 975]
